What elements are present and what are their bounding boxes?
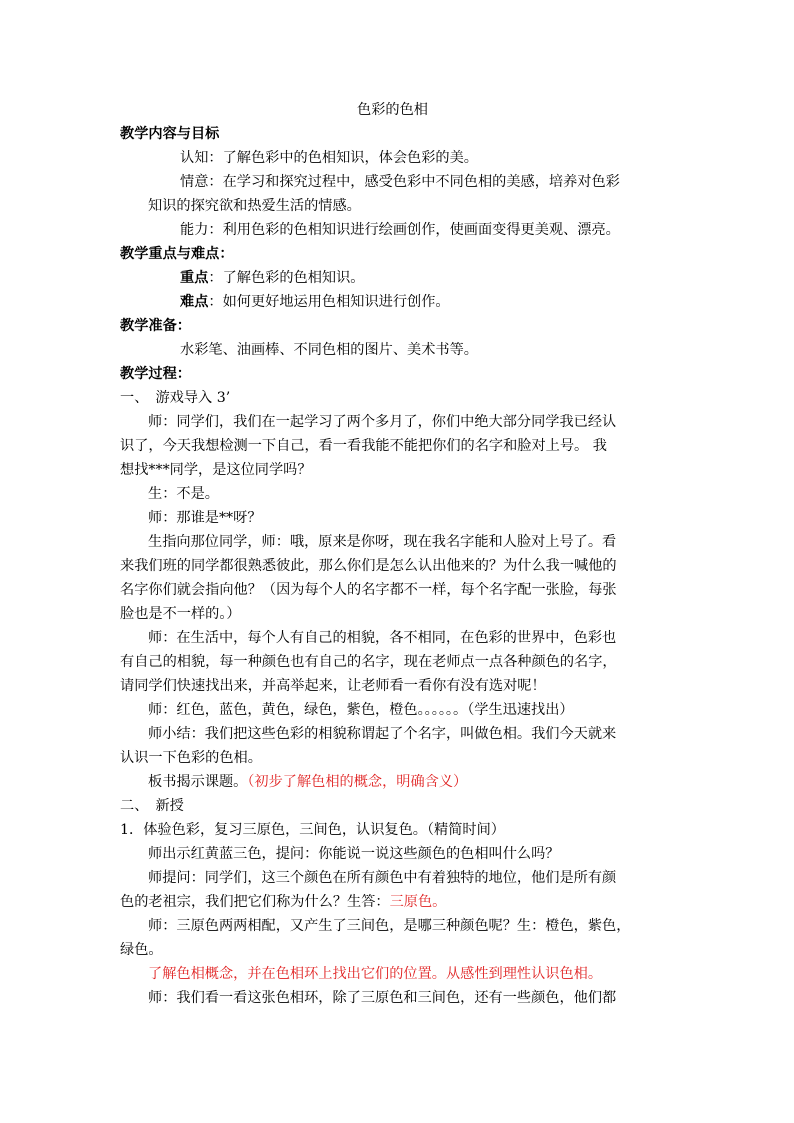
- paragraph-line: 识了，今天我想检测一下自己，看一看我能不能把你们的名字和脸对上号。 我: [120, 438, 607, 454]
- ability-goal: 能力：利用色彩的色相知识进行绘画创作，使画面变得更美观、漂亮。: [180, 222, 620, 238]
- key-point-label: 重点: [180, 270, 209, 286]
- paragraph-line: 来我们班的同学都很熟悉彼此，那么你们是怎么认出他来的？为什么我一喊他的: [120, 558, 617, 574]
- key-points-heading: 教学重点与难点：: [120, 246, 234, 262]
- emotion-goal-line1: 情意：在学习和探究过程中，感受色彩中不同色相的美感，培养对色彩: [180, 174, 620, 190]
- key-point-text: ：了解色彩的色相知识。: [208, 270, 365, 286]
- paragraph-line: 想找***同学，是这位同学吗？: [120, 462, 312, 478]
- paragraph-line: 脸也是不一样的。）: [120, 606, 241, 622]
- paragraph-line: 绿色。: [120, 942, 163, 958]
- step1-title: 1．体验色彩，复习三原色，三间色，认识复色。（精简时间）: [120, 822, 505, 838]
- paragraph-line: 师：红色，蓝色，黄色，绿色，紫色，橙色。。。。。。（学生迅速找出）: [148, 702, 574, 718]
- difficulty-text: ：如何更好地运用色相知识进行创作。: [208, 294, 450, 310]
- ancestor-answer: 三原色。: [389, 894, 447, 910]
- paragraph-line: 师：同学们，我们在一起学习了两个多月了，你们中绝大部分同学我已经认: [148, 414, 617, 430]
- paragraph-line: 师：三原色两两相配，又产生了三间色，是哪三种颜色呢？生：橙色，紫色，: [148, 918, 631, 934]
- ancestor-text: 色的老祖宗，我们把它们称为什么？生答：: [120, 894, 390, 910]
- paragraph-line: 有自己的相貌，每一种颜色也有自己的名字，现在老师点一点各种颜色的名字，: [120, 654, 617, 670]
- paragraph-line: 师出示红黄蓝三色，提问：你能说一说这些颜色的色相叫什么吗？: [148, 846, 560, 862]
- paragraph-line: 师：在生活中，每个人有自己的相貌，各不相同，在色彩的世界中，色彩也: [148, 630, 617, 646]
- cognition-goal: 认知：了解色彩中的色相知识，体会色彩的美。: [180, 150, 478, 166]
- content-goals-heading: 教学内容与目标: [120, 126, 220, 142]
- paragraph-line: 师小结：我们把这些色彩的相貌称谓起了个名字，叫做色相。我们今天就来: [148, 726, 617, 742]
- paragraph-line: 师：那谁是**呀？: [148, 510, 262, 526]
- board-line: [148, 770, 467, 794]
- process-heading: 教学过程：: [120, 366, 191, 382]
- difficulty-line: [180, 290, 450, 314]
- part2-title: 二、 新授: [120, 798, 184, 814]
- board-note: （初步了解色相的概念，明确含义）: [247, 774, 468, 790]
- paragraph-line: 生：不是。: [148, 486, 219, 502]
- paragraph-line: 师：我们看一看这张色相环，除了三原色和三间色，还有一些颜色，他们都: [148, 990, 617, 1006]
- preparation-heading: 教学准备：: [120, 318, 191, 334]
- part1-title: 一、 游戏导入 3’: [120, 390, 231, 406]
- paragraph-line: 名字你们就会指向他？（因为每个人的名字都不一样，每个名字配一张脸，每张: [120, 582, 617, 598]
- concept-note: 了解色相概念，并在色相环上找出它们的位置。从感性到理性认识色相。: [148, 966, 603, 982]
- paragraph-line: 师提问：同学们，这三个颜色在所有颜色中有着独特的地位，他们是所有颜: [148, 870, 617, 886]
- paragraph-line: 认识一下色彩的色相。: [120, 750, 262, 766]
- difficulty-label: 难点: [180, 294, 209, 310]
- page-title: 色彩的色相: [357, 102, 428, 118]
- emotion-goal-line2: 知识的探究欲和热爱生活的情感。: [148, 198, 361, 214]
- paragraph-line: 生指向那位同学，师：哦，原来是你呀，现在我名字能和人脸对上号了。看: [148, 534, 617, 550]
- ancestor-line: [120, 890, 446, 914]
- key-point-line: [180, 266, 364, 290]
- board-text: 板书揭示课题。: [148, 774, 248, 790]
- preparation-items: 水彩笔、油画棒、不同色相的图片、美术书等。: [180, 342, 478, 358]
- paragraph-line: 请同学们快速找出来，并高举起来，让老师看一看你有没有选对呢！: [120, 678, 546, 694]
